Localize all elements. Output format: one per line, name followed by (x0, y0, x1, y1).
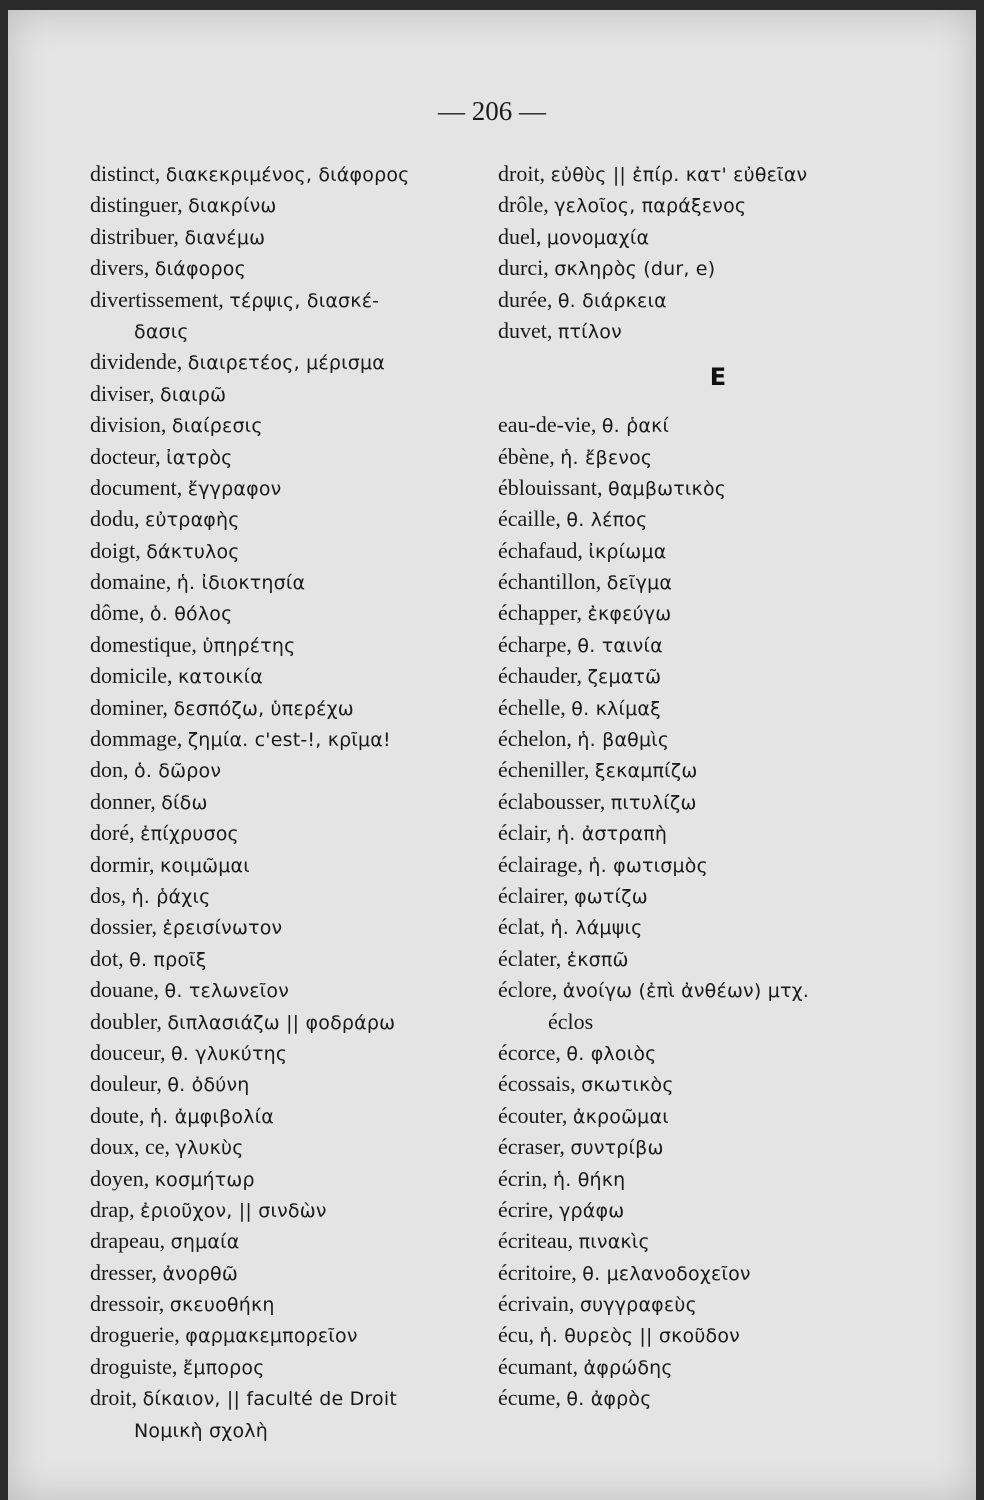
entry-term: dot, (90, 945, 130, 971)
dictionary-entry (90, 723, 500, 754)
dictionary-entry (498, 1131, 938, 1162)
entry-gloss: θ. τελωνεῖον (164, 980, 290, 1003)
entry-term: droit, (498, 161, 551, 186)
entry-term: distinct, (90, 161, 166, 186)
entry-gloss: συντρίβω (570, 1137, 664, 1160)
entry-gloss: γράφω (559, 1199, 625, 1222)
dictionary-entry (90, 880, 500, 911)
entry-gloss: γελοῖος, παράξενος (554, 195, 747, 218)
entry-term: écaille, (498, 506, 567, 532)
dictionary-entry (498, 315, 938, 346)
dictionary-entry (90, 535, 500, 566)
entry-gloss: ἡ. ἔβενος (560, 446, 653, 469)
entry-gloss: σημαία (170, 1231, 240, 1254)
dictionary-entry (498, 974, 938, 1005)
dictionary-entry (498, 284, 938, 315)
entry-gloss: θ. ταινία (577, 634, 663, 657)
entry-gloss: συγγραφεὺς (579, 1294, 697, 1317)
dictionary-entry (498, 189, 938, 220)
entry-gloss: θ. λέπος (566, 509, 648, 532)
entry-term: dormir, (90, 851, 160, 877)
entry-gloss: θ. κλίμαξ (571, 697, 661, 720)
entry-gloss: ἡ. ἰδιοκτησία (176, 572, 306, 595)
entry-term: dommage, (90, 726, 188, 752)
entry-term: duel, (498, 223, 547, 249)
entry-term: dividende, (90, 349, 188, 375)
entry-gloss: ζεματῶ (587, 666, 662, 689)
entry-term: écritoire, (498, 1259, 583, 1285)
entry-gloss: θαμβωτικὸς (608, 477, 727, 500)
dictionary-entry (498, 1319, 938, 1350)
dictionary-entry (90, 692, 500, 723)
entry-gloss: ἡ. ἀστραπὴ (556, 823, 668, 846)
dictionary-entry (498, 1100, 938, 1131)
entry-term: dressoir, (90, 1291, 170, 1317)
entry-term: écouter, (498, 1102, 573, 1128)
dictionary-entry (90, 911, 500, 942)
entry-gloss: εὐθὺς || ἐπίρ. κατ' εὐθεῖαν (550, 164, 808, 186)
entry-gloss: ἐκσπῶ (566, 948, 629, 971)
entry-gloss: ἀνορθῶ (162, 1262, 238, 1285)
entry-gloss: ἡ. λάμψις (550, 917, 643, 940)
dictionary-entry (90, 1068, 500, 1099)
entry-term: dresser, (90, 1259, 163, 1285)
dictionary-entry (498, 943, 938, 974)
entry-gloss: ὁ. δῶρον (134, 760, 222, 783)
dictionary-entry (498, 817, 938, 848)
dictionary-entry (90, 1131, 500, 1162)
entry-gloss: δίκαιον, || faculté de Droit (142, 1388, 397, 1411)
dictionary-entry (498, 535, 938, 566)
dictionary-entry (90, 849, 500, 880)
dictionary-entry (498, 1225, 938, 1256)
dictionary-entry (498, 849, 938, 880)
dictionary-entry (498, 692, 938, 723)
dictionary-entry (90, 1319, 500, 1350)
entry-term: écu, (498, 1322, 540, 1348)
entry-term: éclat, (498, 914, 551, 940)
entry-term: dodu, (90, 506, 145, 532)
dictionary-entry (498, 158, 938, 189)
entry-gloss: θ. ῥακί (601, 415, 670, 438)
entry-term: drap, (90, 1196, 141, 1222)
entry-term: écrivain, (498, 1291, 580, 1317)
entry-gloss: ἐπίχρυσος (140, 823, 239, 846)
entry-term: eau-de-vie, (498, 412, 602, 438)
entry-gloss: ἡ. θυρεὸς || σκοῦδον (539, 1325, 740, 1348)
entry-term: durci, (498, 255, 555, 281)
dictionary-entry (90, 503, 500, 534)
entry-term: docteur, (90, 443, 167, 469)
dictionary-entry (90, 566, 500, 597)
entry-gloss: θ. ἀφρὸς (566, 1388, 652, 1411)
entry-term: éblouissant, (498, 474, 608, 500)
dictionary-entry (498, 660, 938, 691)
entry-term: duvet, (498, 317, 558, 343)
dictionary-entry (90, 378, 500, 409)
dictionary-entry (90, 189, 500, 220)
entry-gloss: ἀφρώδης (583, 1356, 673, 1379)
dictionary-entry (90, 1414, 500, 1445)
entry-gloss: δασις (134, 320, 189, 343)
entry-term: doubler, (90, 1008, 168, 1034)
entry-gloss: ἔγγραφον (187, 477, 282, 500)
entry-gloss: διαίρεσις (171, 415, 263, 438)
entry-gloss: πτίλον (557, 320, 622, 343)
dictionary-entry (498, 252, 938, 283)
dictionary-entry (498, 1006, 938, 1037)
dictionary-entry (498, 911, 938, 942)
dictionary-entry (90, 1194, 500, 1225)
entry-term: écrin, (498, 1165, 553, 1191)
entry-term: écriteau, (498, 1228, 579, 1254)
entry-term: écharpe, (498, 631, 578, 657)
entry-gloss: πινακὶς (578, 1231, 650, 1254)
dictionary-entry (90, 472, 500, 503)
entry-gloss: ἀκροῶμαι (572, 1105, 669, 1128)
dictionary-entry (498, 597, 938, 628)
entry-term: donner, (90, 788, 162, 814)
entry-term: drôle, (498, 192, 555, 218)
dictionary-entry (498, 1288, 938, 1319)
entry-term: distinguer, (90, 192, 189, 218)
entry-term: écume, (498, 1385, 567, 1411)
dictionary-entry (498, 880, 938, 911)
section-letter: E (709, 363, 727, 392)
dictionary-entry (90, 1257, 500, 1288)
entry-gloss: κατοικία (177, 666, 263, 689)
entry-term: division, (90, 412, 172, 438)
entry-gloss: θ. προῖξ (129, 948, 207, 971)
entry-term: éclair, (498, 820, 557, 846)
entry-term: écheniller, (498, 757, 595, 783)
entry-gloss: ἡ. θήκη (552, 1168, 626, 1191)
entry-gloss: δεσπόζω, ὑπερέχω (173, 697, 354, 720)
entry-gloss: φωτίζω (574, 886, 648, 908)
entry-gloss: διανέμω (184, 226, 266, 249)
entry-term: écraser, (498, 1134, 571, 1160)
entry-gloss: ἔμπορος (182, 1356, 265, 1379)
entry-gloss: θ. γλυκύτης (170, 1042, 288, 1065)
entry-gloss: διαιρετέος, μέρισμα (187, 352, 385, 375)
dictionary-entry (90, 974, 500, 1005)
dictionary-entry (498, 1194, 938, 1225)
entry-term: don, (90, 757, 134, 783)
entry-gloss: κοιμῶμαι (160, 854, 250, 877)
entry-term: doux, ce, (90, 1134, 176, 1160)
entry-term: éclairage, (498, 851, 589, 877)
entry-term: écumant, (498, 1353, 584, 1379)
entry-gloss: ἐρεισίνωτον (162, 917, 283, 940)
entry-term: échapper, (498, 600, 588, 626)
entry-gloss: θ. ὀδύνη (167, 1074, 250, 1097)
entry-term: diviser, (90, 380, 160, 406)
entry-gloss: σκωτικὸς (581, 1074, 674, 1097)
entry-gloss: ἡ. ἀμφιβολία (149, 1105, 274, 1128)
entry-gloss: ἰκρίωμα (588, 540, 667, 563)
dictionary-entry (498, 1163, 938, 1194)
dictionary-entry (90, 1288, 500, 1319)
entry-gloss: μονομαχία (546, 226, 650, 249)
dictionary-entry (90, 754, 500, 785)
entry-term: droit, (90, 1385, 143, 1411)
entry-gloss: διαιρῶ (160, 383, 227, 406)
dictionary-entry (498, 629, 938, 660)
entry-gloss: τέρψις, διασκέ- (229, 289, 380, 312)
entry-gloss: διακρίνω (188, 195, 277, 218)
entry-term: domicile, (90, 663, 178, 689)
entry-term: doigt, (90, 537, 147, 563)
dictionary-entry (498, 1382, 938, 1413)
entry-gloss: κοσμήτωρ (154, 1168, 255, 1191)
entry-term: éclairer, (498, 883, 575, 908)
entry-term: drapeau, (90, 1228, 171, 1254)
entry-term: ébène, (498, 443, 561, 469)
entry-term: éclabousser, (498, 788, 611, 814)
dictionary-entry (498, 786, 938, 817)
dictionary-entry (90, 660, 500, 691)
entry-gloss: ἡ. φωτισμὸς (588, 854, 708, 877)
dictionary-entry (90, 1100, 500, 1131)
dictionary-entry (90, 1006, 500, 1037)
dictionary-entry (90, 158, 500, 189)
entry-gloss: ὁ. θόλος (149, 603, 233, 626)
entry-term: divers, (90, 255, 155, 281)
dictionary-page (8, 10, 976, 1500)
entry-term: durée, (498, 286, 558, 312)
entry-gloss: ὑπηρέτης (202, 634, 296, 657)
entry-term: éclos (548, 1008, 594, 1034)
entry-term: écrire, (498, 1196, 560, 1222)
entry-gloss: ξεκαμπίζω (594, 760, 698, 783)
entry-gloss: δεῖγμα (606, 572, 673, 595)
entry-gloss: ζημία. c'est-!, κρῖμα! (187, 729, 391, 752)
entry-gloss: ἐριοῦχον, || σινδὼν (140, 1199, 327, 1222)
dictionary-entry (498, 1351, 938, 1382)
dictionary-entry (90, 817, 500, 848)
entry-term: dominer, (90, 694, 174, 720)
entry-term: droguiste, (90, 1353, 183, 1379)
dictionary-entry (90, 1351, 500, 1382)
dictionary-entry (90, 1382, 500, 1413)
dictionary-entry (90, 597, 500, 628)
dictionary-entry (90, 315, 500, 346)
dictionary-entry (90, 1037, 500, 1068)
entry-term: distribuer, (90, 223, 185, 249)
entry-term: domestique, (90, 631, 203, 657)
entry-term: douane, (90, 977, 165, 1003)
entry-gloss: πιτυλίζω (610, 791, 697, 814)
entry-gloss: Νομικὴ σχολὴ (134, 1419, 268, 1442)
dictionary-entry (498, 1068, 938, 1099)
entry-term: échelle, (498, 694, 572, 720)
dictionary-entry (90, 409, 500, 440)
dictionary-entry (498, 723, 938, 754)
dictionary-entry (90, 252, 500, 283)
dictionary-entry (498, 221, 938, 252)
left-column (90, 158, 500, 1445)
dictionary-entry (498, 1257, 938, 1288)
entry-gloss: εὐτραφὴς (145, 509, 240, 532)
entry-gloss: δάκτυλος (146, 540, 240, 563)
dictionary-entry (90, 346, 500, 377)
entry-term: douceur, (90, 1039, 171, 1065)
right-column (498, 158, 938, 1414)
entry-gloss: σκευοθήκη (169, 1294, 275, 1317)
entry-term: échafaud, (498, 537, 589, 563)
page-number: — 206 — (438, 96, 546, 126)
entry-term: échantillon, (498, 569, 607, 595)
dictionary-entry (498, 441, 938, 472)
dictionary-entry (498, 1037, 938, 1068)
entry-term: domaine, (90, 569, 177, 595)
entry-gloss: δίδω (161, 791, 208, 814)
entry-term: doute, (90, 1102, 150, 1128)
dictionary-entry (498, 754, 938, 785)
entry-gloss: σκληρὸς (dur, e) (554, 258, 716, 281)
dictionary-entry (90, 441, 500, 472)
entry-term: écorce, (498, 1039, 567, 1065)
entry-term: doyen, (90, 1165, 155, 1191)
dictionary-entry (90, 629, 500, 660)
entry-term: échelon, (498, 726, 578, 752)
entry-term: éclore, (498, 977, 563, 1003)
dictionary-entry (90, 284, 500, 315)
entry-term: échauder, (498, 663, 588, 689)
entry-gloss: διάφορος (154, 258, 246, 281)
dictionary-entry (90, 1225, 500, 1256)
entry-term: document, (90, 474, 188, 500)
entry-gloss: ἰατρὸς (166, 446, 233, 469)
entry-gloss: ἀνοίγω (ἐπὶ ἀνθέων) μτχ. (562, 980, 810, 1003)
dictionary-entry (498, 409, 938, 440)
entry-gloss: θ. διάρκεια (557, 289, 667, 312)
entry-gloss: γλυκὺς (175, 1137, 244, 1160)
dictionary-entry (90, 943, 500, 974)
dictionary-entry (90, 1163, 500, 1194)
entry-term: dôme, (90, 600, 150, 626)
entry-gloss: ἡ. βαθμὶς (577, 729, 670, 752)
entry-term: dossier, (90, 914, 163, 940)
entry-term: doré, (90, 820, 141, 846)
entry-term: droguerie, (90, 1322, 186, 1348)
entry-gloss: φαρμακεμπορεῖον (185, 1325, 358, 1348)
entry-gloss: θ. φλοιὸς (566, 1042, 657, 1065)
dictionary-entry (498, 503, 938, 534)
entry-term: écossais, (498, 1071, 582, 1097)
entry-term: dos, (90, 882, 132, 908)
dictionary-entry (90, 221, 500, 252)
entry-gloss: ἡ. ῥάχις (131, 885, 211, 908)
dictionary-entry (498, 566, 938, 597)
dictionary-entry (90, 786, 500, 817)
entry-term: divertissement, (90, 286, 230, 312)
entry-term: éclater, (498, 945, 567, 971)
entry-gloss: ἐκφεύγω (587, 603, 672, 626)
entry-term: douleur, (90, 1071, 168, 1097)
entry-gloss: θ. μελανοδοχεῖον (582, 1262, 751, 1285)
entry-gloss: διπλασιάζω || φοδράρω (167, 1011, 396, 1034)
entry-gloss: διακεκριμένος, διάφορος (165, 164, 410, 186)
dictionary-entry (498, 472, 938, 503)
